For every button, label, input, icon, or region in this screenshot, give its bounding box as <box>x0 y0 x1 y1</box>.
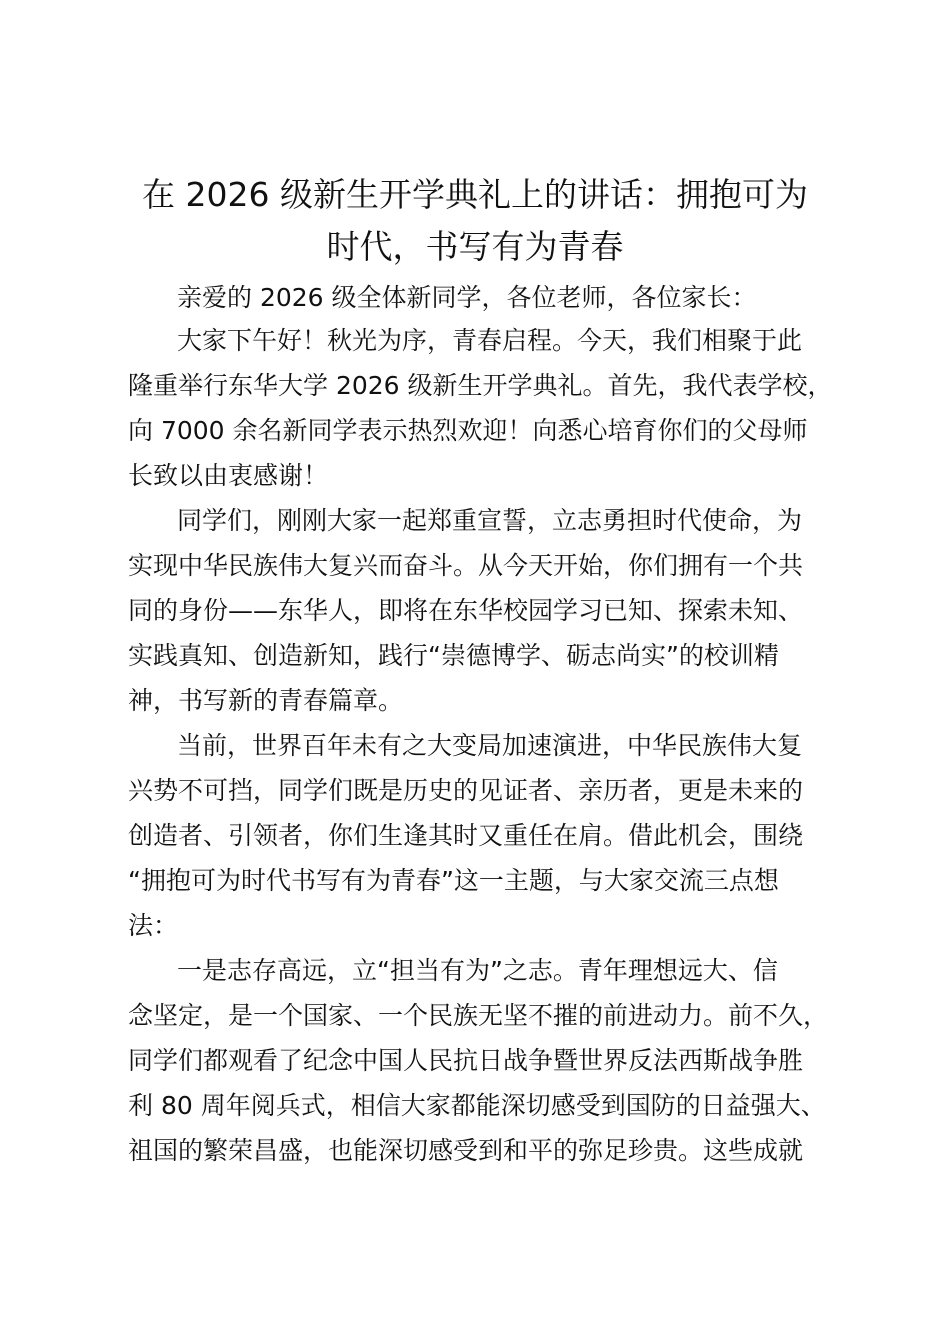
paragraph-3-line: 创造者、引领者，你们生逢其时又重任在肩。借此机会，围绕 <box>128 821 804 850</box>
paragraph-2-line: 实践真知、创造新知，践行“崇德博学、砺志尚实”的校训精 <box>128 641 779 670</box>
title-line-1: 在 2026 级新生开学典礼上的讲话：拥抱可为 <box>142 175 808 214</box>
paragraph-3-line: 兴势不可挡，同学们既是历史的见证者、亲历者，更是未来的 <box>128 776 804 805</box>
paragraph-1-line: 大家下午好！秋光为序，青春启程。今天，我们相聚于此 <box>177 326 803 355</box>
paragraph-2-line: 同的身份——东华人，即将在东华校园学习已知、探索未知、 <box>128 596 804 625</box>
paragraph-1-line: 向 7000 余名新同学表示热烈欢迎！向悉心培育你们的父母师 <box>128 416 808 445</box>
paragraph-2-line: 实现中华民族伟大复兴而奋斗。从今天开始，你们拥有一个共 <box>128 551 804 580</box>
paragraph-4-line: 祖国的繁荣昌盛，也能深切感受到和平的弥足珍贵。这些成就 <box>128 1136 804 1165</box>
paragraph-3-line: “拥抱可为时代书写有为青春”这一主题，与大家交流三点想 <box>128 866 779 895</box>
salutation: 亲爱的 2026 级全体新同学，各位老师，各位家长： <box>177 283 757 312</box>
paragraph-1-line: 长致以由衷感谢！ <box>128 461 329 490</box>
paragraph-2-line: 同学们，刚刚大家一起郑重宣誓，立志勇担时代使命，为 <box>177 506 803 535</box>
paragraph-4-line: 利 80 周年阅兵式，相信大家都能深切感受到国防的日益强大、 <box>128 1091 826 1120</box>
title-line-2: 时代，书写有为青春 <box>326 227 624 266</box>
paragraph-4-line: 念坚定，是一个国家、一个民族无坚不摧的前进动力。前不久， <box>128 1001 829 1030</box>
paragraph-2-line: 神，书写新的青春篇章。 <box>128 686 404 715</box>
paragraph-4-line: 一是志存高远，立“担当有为”之志。青年理想远大、信 <box>177 956 778 985</box>
paragraph-1-line: 隆重举行东华大学 2026 级新生开学典礼。首先，我代表学校， <box>128 371 833 400</box>
paragraph-4-line: 同学们都观看了纪念中国人民抗日战争暨世界反法西斯战争胜 <box>128 1046 804 1075</box>
paragraph-3-line: 法： <box>128 911 179 940</box>
paragraph-3-line: 当前，世界百年未有之大变局加速演进，中华民族伟大复 <box>177 731 803 760</box>
